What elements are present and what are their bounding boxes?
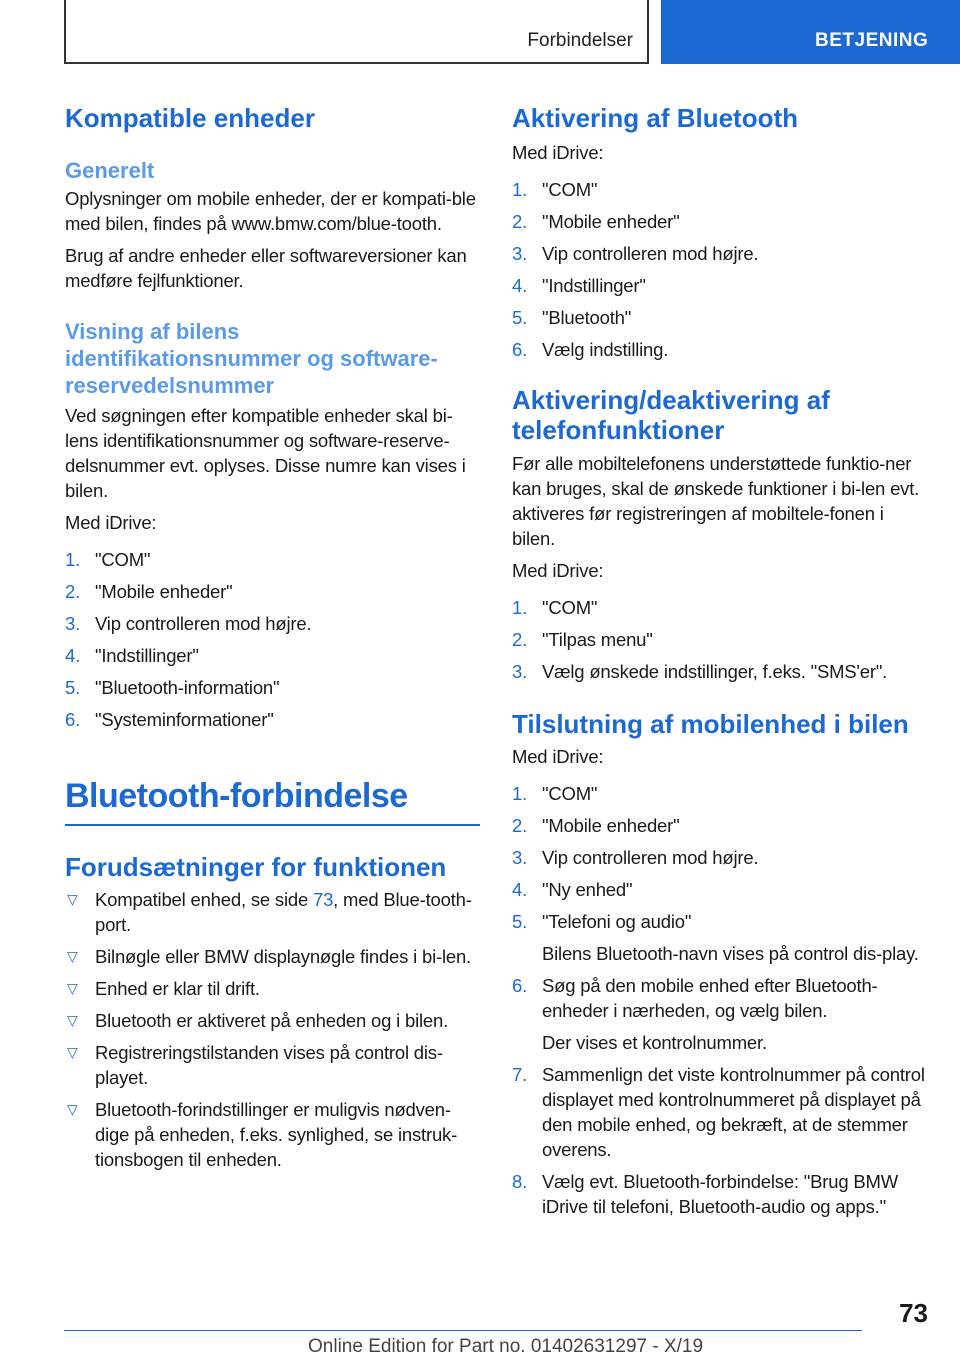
- paragraph-phone-functions: Før alle mobiltelefonens understøttede funktio‐ner kan bruges, skal de ønskede funktioner i bi‐len evt. aktiveres før registreringen af mobiltele‐fonen i bilen.: [512, 453, 920, 549]
- paragraph-with-idrive: Med iDrive:: [65, 512, 157, 533]
- triangle-bullet-icon: ▽: [67, 948, 78, 964]
- right-column: [512, 100, 927, 1219]
- triangle-bullet-icon: ▽: [67, 980, 78, 996]
- header-section-title: Forbindelser: [527, 30, 633, 51]
- header-chapter-title: BETJENING: [815, 30, 929, 51]
- footer-edition-text: Online Edition for Part no. 01402631297 - X/19: [308, 1336, 704, 1357]
- header-section-box: [64, 0, 649, 64]
- list-item: ▽ Registreringstilstanden vises på control dis‐playet.: [67, 1042, 443, 1088]
- triangle-bullet-icon: ▽: [67, 1012, 78, 1028]
- list-item: ▽ Bluetooth er aktiveret på enheden og i bilen.: [67, 1010, 449, 1031]
- list-item: 6. Søg på den mobile enhed efter Bluetooth-enheder i nærheden, og vælg bilen. Der vises et kontrolnummer.: [512, 975, 878, 1053]
- triangle-bullet-icon: ▽: [67, 1101, 78, 1117]
- steps-system-info: [65, 547, 480, 732]
- paragraph-display-ids: Ved søgningen efter kompatible enheder skal bi‐lens identifikationsnummer og software-reserve‐delsnummer evt. oplyses. Disse numre kan vises i bilen.: [65, 405, 466, 501]
- footer-divider: [64, 1330, 862, 1331]
- heading-phone-functions: Aktivering/deaktivering af telefonfunktioner: [512, 385, 830, 445]
- list-item: 2. "Tilpas menu": [512, 629, 653, 650]
- heading-general: Generelt: [65, 158, 155, 183]
- list-item: 2. "Mobile enheder": [65, 581, 233, 602]
- page-number: 73: [899, 1298, 928, 1328]
- heading-activate-bluetooth: Aktivering af Bluetooth: [512, 103, 799, 133]
- list-item: 8. Vælg evt. Bluetooth-forbindelse: "Brug BMW iDrive til telefoni, Bluetooth-audio og apps.": [512, 1171, 898, 1217]
- list-item: 4. "Indstillinger": [512, 275, 646, 296]
- triangle-bullet-icon: ▽: [67, 891, 78, 907]
- list-item: 6. "Systeminformationer": [65, 709, 274, 730]
- page-link[interactable]: 73: [312, 889, 334, 910]
- list-item: 3. Vælg ønskede indstillinger, f.eks. "SMS'er".: [512, 661, 888, 682]
- steps-phone-functions: [512, 595, 927, 684]
- header-chapter-tab: [661, 0, 960, 64]
- list-item: ▽ Enhed er klar til drift.: [67, 978, 260, 999]
- list-item: ▽ Bluetooth-forindstillinger er muligvis nødven‐dige på enheden, f.eks. synlighed, se instruk‐tionsbogen til enheden.: [67, 1099, 458, 1170]
- prerequisites-list: [65, 887, 480, 1172]
- list-item: 3. Vip controlleren mod højre.: [65, 613, 312, 634]
- paragraph-with-idrive: Med iDrive:: [512, 142, 604, 163]
- list-item: 3. Vip controlleren mod højre.: [512, 847, 759, 868]
- list-item: 3. Vip controlleren mod højre.: [512, 243, 759, 264]
- heading-display-ids: Visning af bilens identifikationsnummer og software‐reservedelsnummer: [65, 319, 438, 398]
- triangle-bullet-icon: ▽: [67, 1044, 78, 1060]
- list-item: 2. "Mobile enheder": [512, 211, 680, 232]
- list-item: 5. "Telefoni og audio" Bilens Bluetooth-navn vises på control dis‐play.: [512, 911, 919, 964]
- paragraph-with-idrive: Med iDrive:: [512, 560, 604, 581]
- paragraph-with-idrive: Med iDrive:: [512, 746, 604, 767]
- heading-prerequisites: Forudsætninger for funktionen: [65, 852, 447, 882]
- list-item: 1. "COM": [65, 549, 151, 570]
- steps-activate-bluetooth: [512, 177, 927, 362]
- heading-connect-mobile: Tilslutning af mobilenhed i bilen: [512, 709, 909, 739]
- list-item: 1. "COM": [512, 597, 598, 618]
- list-item: 4. "Ny enhed": [512, 879, 633, 900]
- list-item: 4. "Indstillinger": [65, 645, 199, 666]
- steps-connect-mobile: [512, 781, 927, 1219]
- paragraph-general-1: Oplysninger om mobile enheder, der er kompati‐ble med bilen, findes på www.bmw.com/blue‐tooth.: [65, 188, 476, 234]
- heading-bluetooth-connection: Bluetooth-forbindelse: [65, 777, 408, 815]
- list-item: 6. Vælg indstilling.: [512, 339, 669, 360]
- list-item: 7. Sammenlign det viste kontrolnummer på control displayet med kontrolnummeret på displayet på den mobile enhed, og bekræft, at de stemmer overens.: [512, 1064, 925, 1160]
- list-item: ▽ Kompatibel enhed, se side 73, med Blue‐tooth-port.: [67, 889, 472, 935]
- list-item: 5. "Bluetooth": [512, 307, 632, 328]
- list-item: 2. "Mobile enheder": [512, 815, 680, 836]
- heading-compatible-devices: Kompatible enheder: [65, 103, 315, 133]
- list-item: ▽ Bilnøgle eller BMW displaynøgle findes i bi‐len.: [67, 946, 471, 967]
- paragraph-general-2: Brug af andre enheder eller softwareversioner kan medføre fejlfunktioner.: [65, 245, 467, 291]
- section-divider: [65, 824, 480, 826]
- list-item: 1. "COM": [512, 179, 598, 200]
- list-item: 5. "Bluetooth-information": [65, 677, 280, 698]
- left-column: [65, 100, 480, 1172]
- list-item: 1. "COM": [512, 783, 598, 804]
